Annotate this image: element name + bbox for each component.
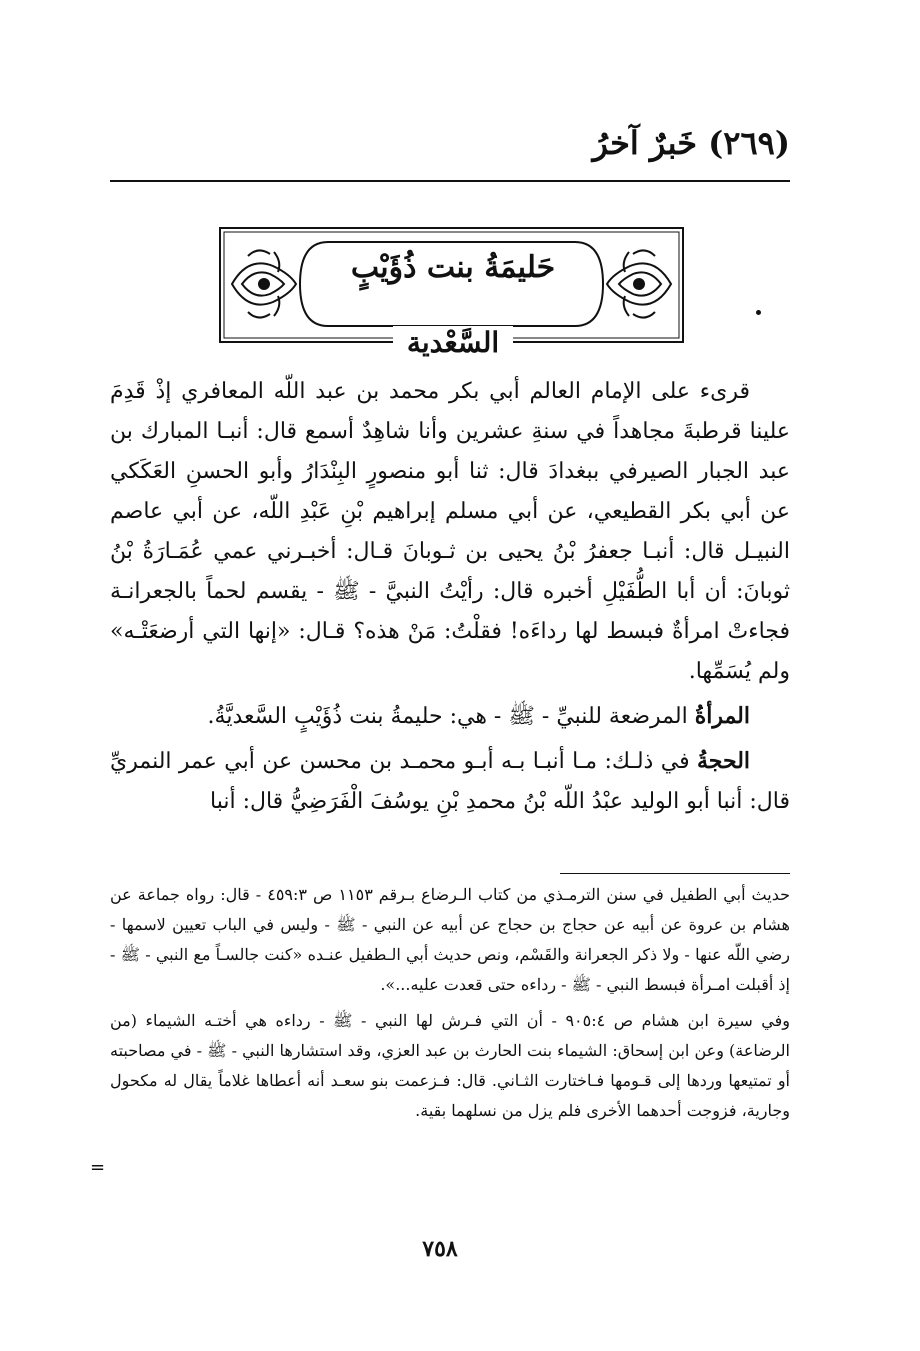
section-title: حَليمَةُ بنت ذُؤَيْبٍ	[350, 250, 556, 285]
margin-dot	[756, 310, 761, 315]
ornamental-title-frame	[218, 226, 685, 359]
chapter-title: (٢٦٩) خَبرٌ آخرُ	[592, 124, 790, 162]
page-number: ٧٥٨	[422, 1236, 458, 1262]
footnotes	[110, 880, 790, 1126]
main-text	[110, 372, 790, 822]
margin-mark: =	[90, 1157, 106, 1178]
paragraph-body: المرضعة للنبيِّ - ﷺ - هي: حليمةُ بنت ذُؤَيْبٍ السَّعديَّةُ.	[207, 704, 688, 729]
paragraph-narration: قرىء على الإمام العالم أبي بكر محمد بن عبد اللّه المعافري إذْ قَدِمَ علينا قرطبةَ مجاهداً في سنةِ عشرين وأنا شاهِدٌ أسمع قال: أنبـا المبارك بن عبد الجبار الصيرفي ببغدادَ قال: ثنا أبو منصورٍ البِنْدَارُ وأبو الحسنِ العَكَكي عن أبي بكر القطيعي، عن أبي مسلم إبراهيم بْنِ عَبْدِ اللّه، عن أبي عاصم النبيـل قال: أنبـا جعفرُ بْنُ يحيى بن ثـوبانَ قـال: أخبـرني عمي عُمَـارَةُ بْنُ ثوبانَ: أن أبا الطُّفَيْلِ أخبره قال: رأيْتُ النبيَّ - ﷺ - يقسم لحماً بالجعرانـة فجاءتْ امرأةٌ فبسط لها رداءَه! فقلْتُ: مَنْ هذه؟ قـال: «إنها التي أرضعَتْـه» ولم يُسَمِّها.	[110, 379, 790, 684]
paragraph-evidence	[110, 741, 790, 822]
footnote-divider	[560, 873, 790, 874]
paragraph-lead-word: الحجةُ	[697, 748, 751, 774]
footnote-2: وفي سيرة ابن هشام ص ٩٠٥:٤ - أن التي فـرش لها النبي - ﷺ - رداءه هي أختـه الشيماء (من الرضاعة) وعن ابن إسحاق: الشيماء بنت الحارث بن عبد العزي، وقد استشارها النبي - ﷺ - في مصاحبته أو تمتيعها وردها إلى قـومها فـاختارت الثـاني. قال: فـزعمت بنو سعـد أنه أعطاها غلاماً يقال له مكحول وجارية، فزوجت أحدهما الأخرى فلم يزل من نسلهما بقية.	[110, 1011, 791, 1120]
left-ornament	[232, 250, 296, 317]
right-ornament	[607, 250, 671, 317]
paragraph-lead-word: المرأةُ	[694, 703, 750, 729]
footnote-1: حديث أبي الطفيل في سنن الترمـذي من كتاب الـرضاع بـرقم ١١٥٣ ص ٤٥٩:٣ - قال: رواه جماعة عن هشام بن عروة عن أبيه عن حجاج بن حجاج عن أبيه عن النبي - ﷺ - وليس في الباب تعيين لاسمها - رضي اللّه عنها - ولا ذكر الجعرانة والقَسْم، ونص حديث أبي الـطفيل عنـده «كنت جالسـاً مع النبي - ﷺ - إذ أقبلت امـرأة فبسط النبي - ﷺ - رداءه حتى قعدت عليه...».	[110, 885, 791, 994]
paragraph-body: في ذلـك: مـا أنبـا بـه أبـو محمـد بن محسن عن أبي عمر النمريِّ قال: أنبا أبو الوليد عبْدُ اللّه بْنُ محمدِ بْنِ يوسُفَ الْفَرَضِيُّ قال: أنبا	[110, 749, 790, 814]
running-header	[110, 120, 790, 182]
section-subtitle: السَّعْدية	[393, 326, 513, 359]
paragraph-identification	[110, 696, 790, 737]
